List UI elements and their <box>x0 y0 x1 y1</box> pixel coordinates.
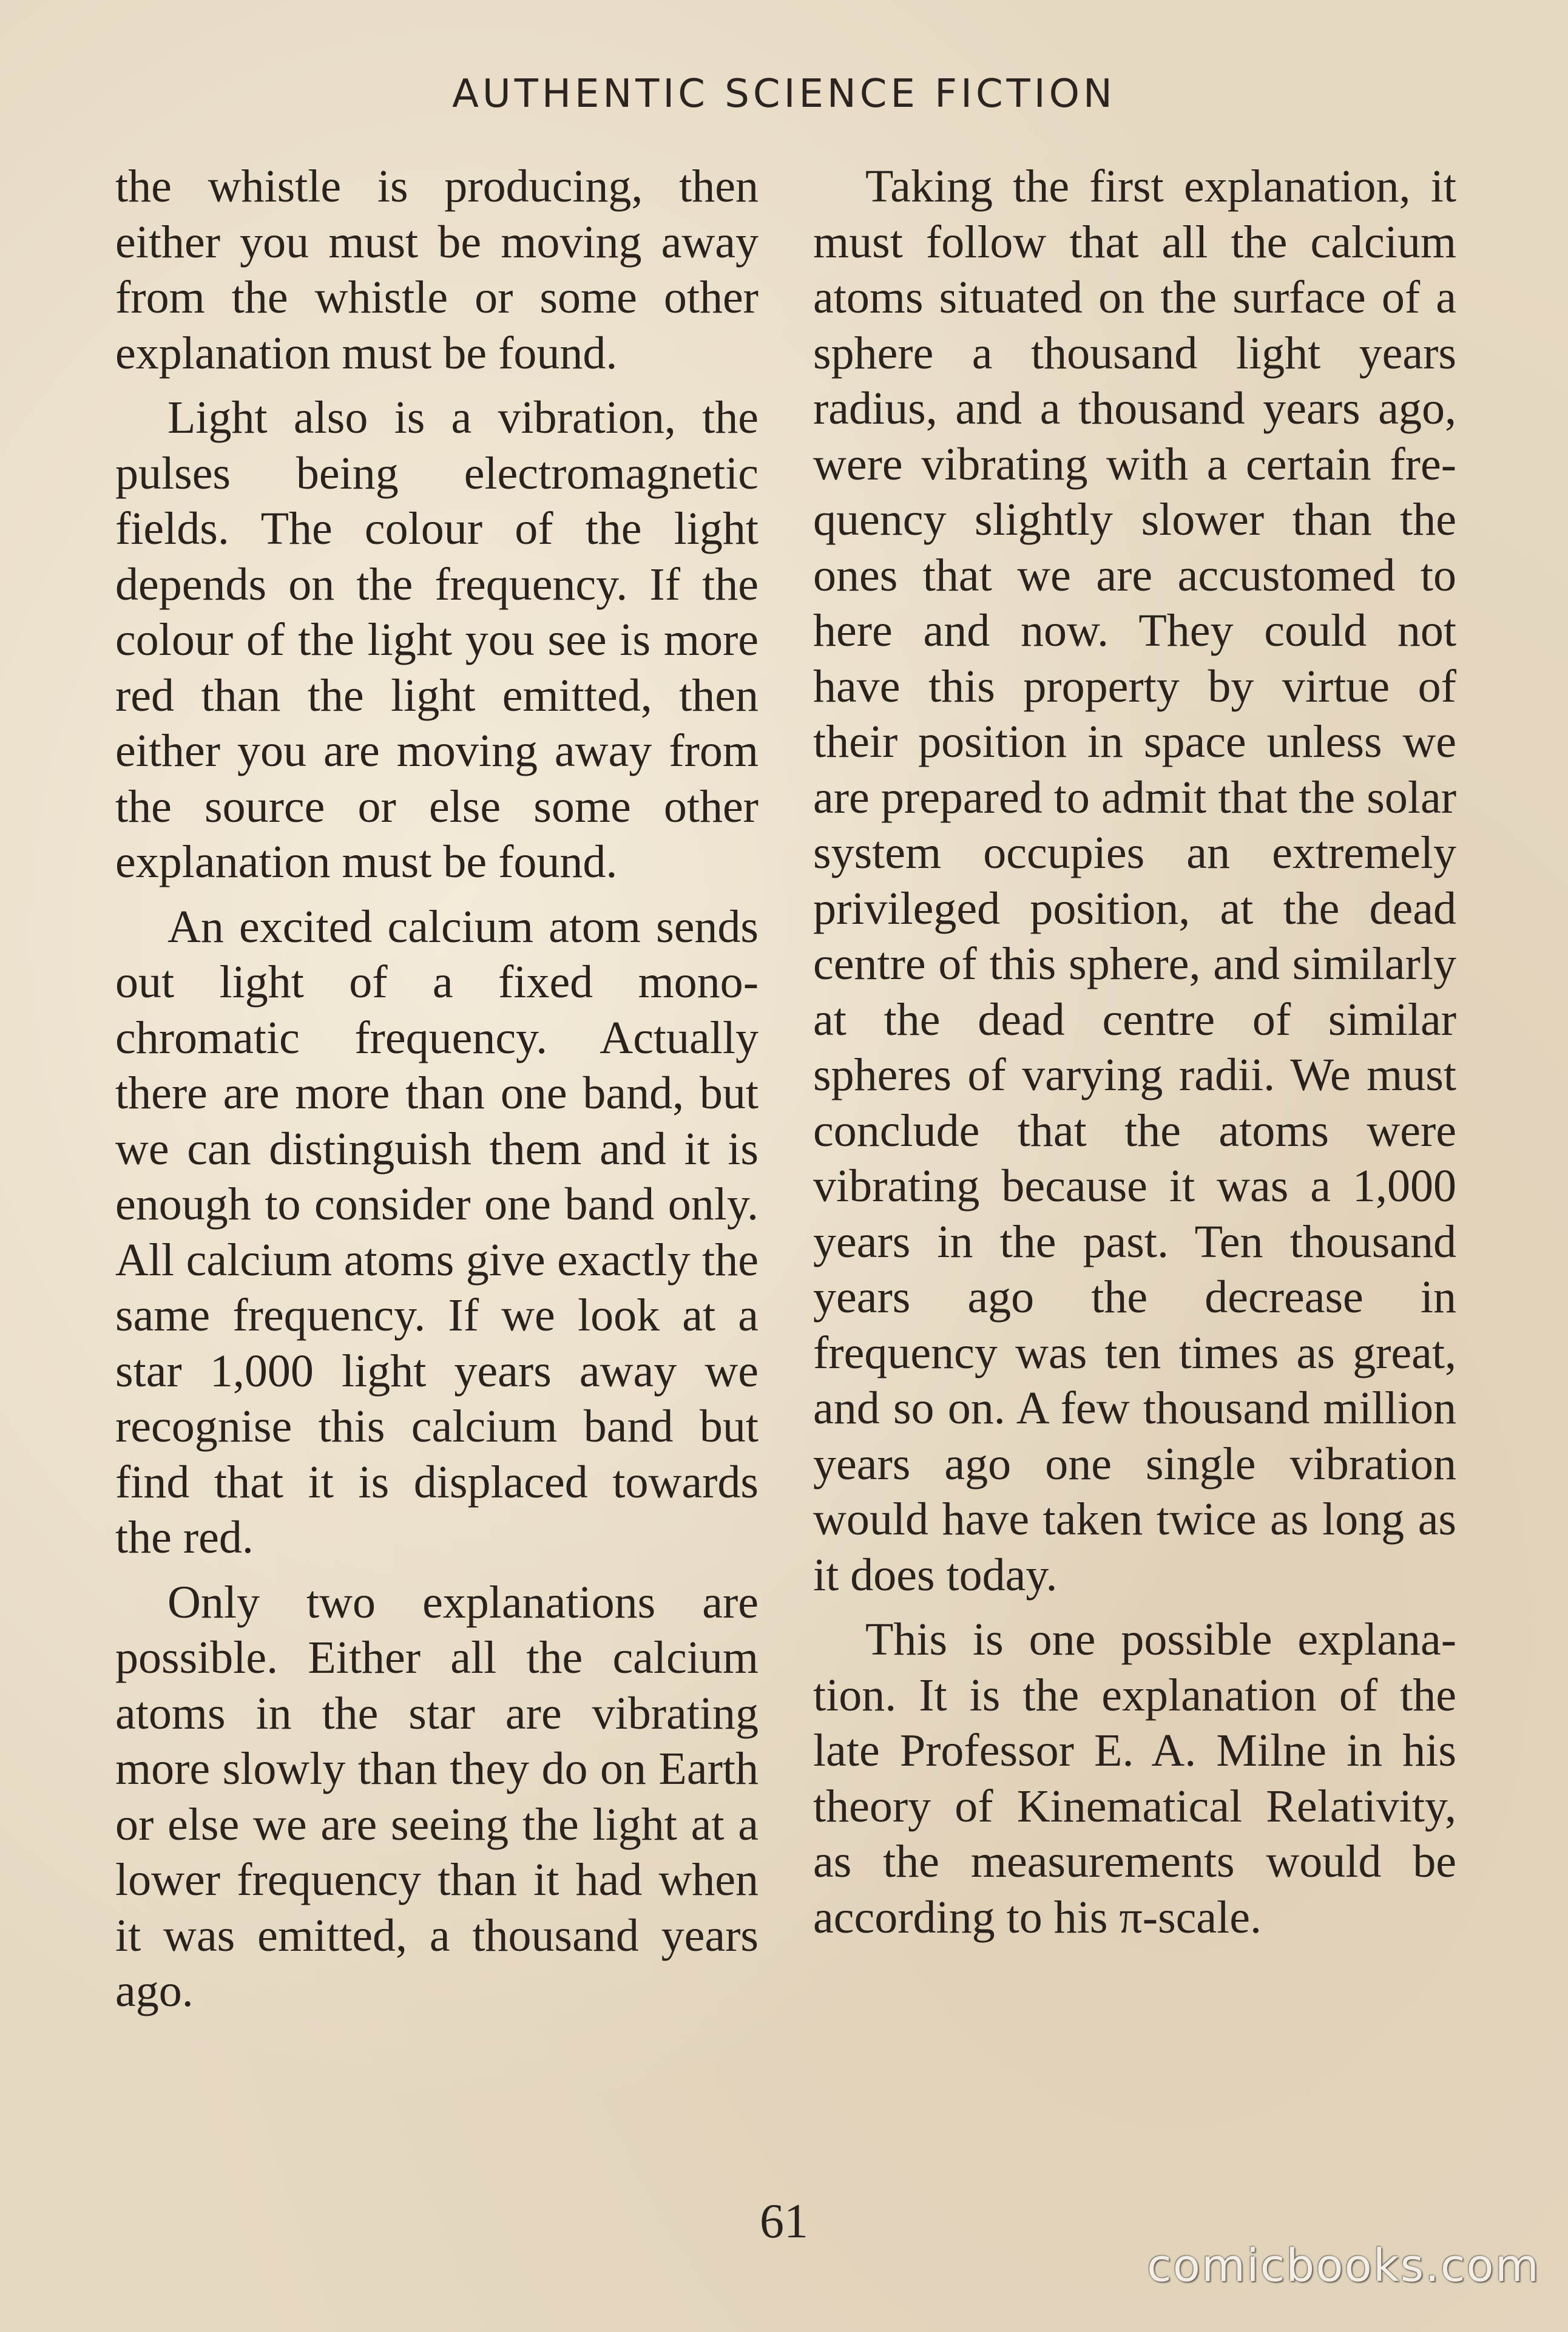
paragraph: Taking the first explanation, it must follow that all the calcium atoms situated on the surface of a sphere a thousand light years radius, and a thousand years ago, were vibrating with a certain frequency slightly slower than the ones that we are accustomed to here and now. They could not have this property by virtue of their position in space unless we are prepared to admit that the solar system occupies an extremely privileged position, at the dead centre of this sphere, and similarly at the dead centre of similar spheres of varying radii. We must conclude that the atoms were vibrating because it was a 1,000 years in the past. Ten thousand years ago the decrease in frequency was ten times as great, and so on. A few thousand million years ago one single vibration would have taken twice as long as it does today. <box>813 161 1456 1601</box>
page-number: 61 <box>760 2195 808 2248</box>
paragraph: the whistle is producing, then either you must be moving away from the whistle or some other explanation must be found. <box>115 161 759 379</box>
running-header: AUTHENTIC SCIENCE FICTION <box>452 72 1116 117</box>
paragraph: Only two explanations are possible. Either all the calcium atoms in the star are vibrating more slowly than they do on Earth or else we are seeing the light at a lower frequency than it had when it was emitted, a thousand years ago. <box>115 1576 759 2016</box>
paragraph: This is one possible explanation. It is the explanation of the late Professor E. A. Milne in his theory of Kinematical Relativity, as the measurements would be according to his π-scale. <box>813 1614 1456 1943</box>
paragraph: An excited calcium atom sends out light of a fixed monochromatic frequency. Actually there are more than one band, but we can distinguish them and it is enough to consider one band only. All calcium atoms give exactly the same frequency. If we look at a star 1,000 light years away we recognise this calcium band but find that it is displaced towards the red. <box>115 901 759 1563</box>
watermark: comicbooks.com <box>1147 2240 1540 2292</box>
right-column <box>813 159 1456 1954</box>
paragraph: Light also is a vibration, the pulses being electromagnetic fields. The colour of the light depends on the frequency. If the colour of the light you see is more red than the light emitted, then either you are moving away from the source or else some other explanation must be found. <box>115 392 759 887</box>
left-column <box>115 159 759 2029</box>
